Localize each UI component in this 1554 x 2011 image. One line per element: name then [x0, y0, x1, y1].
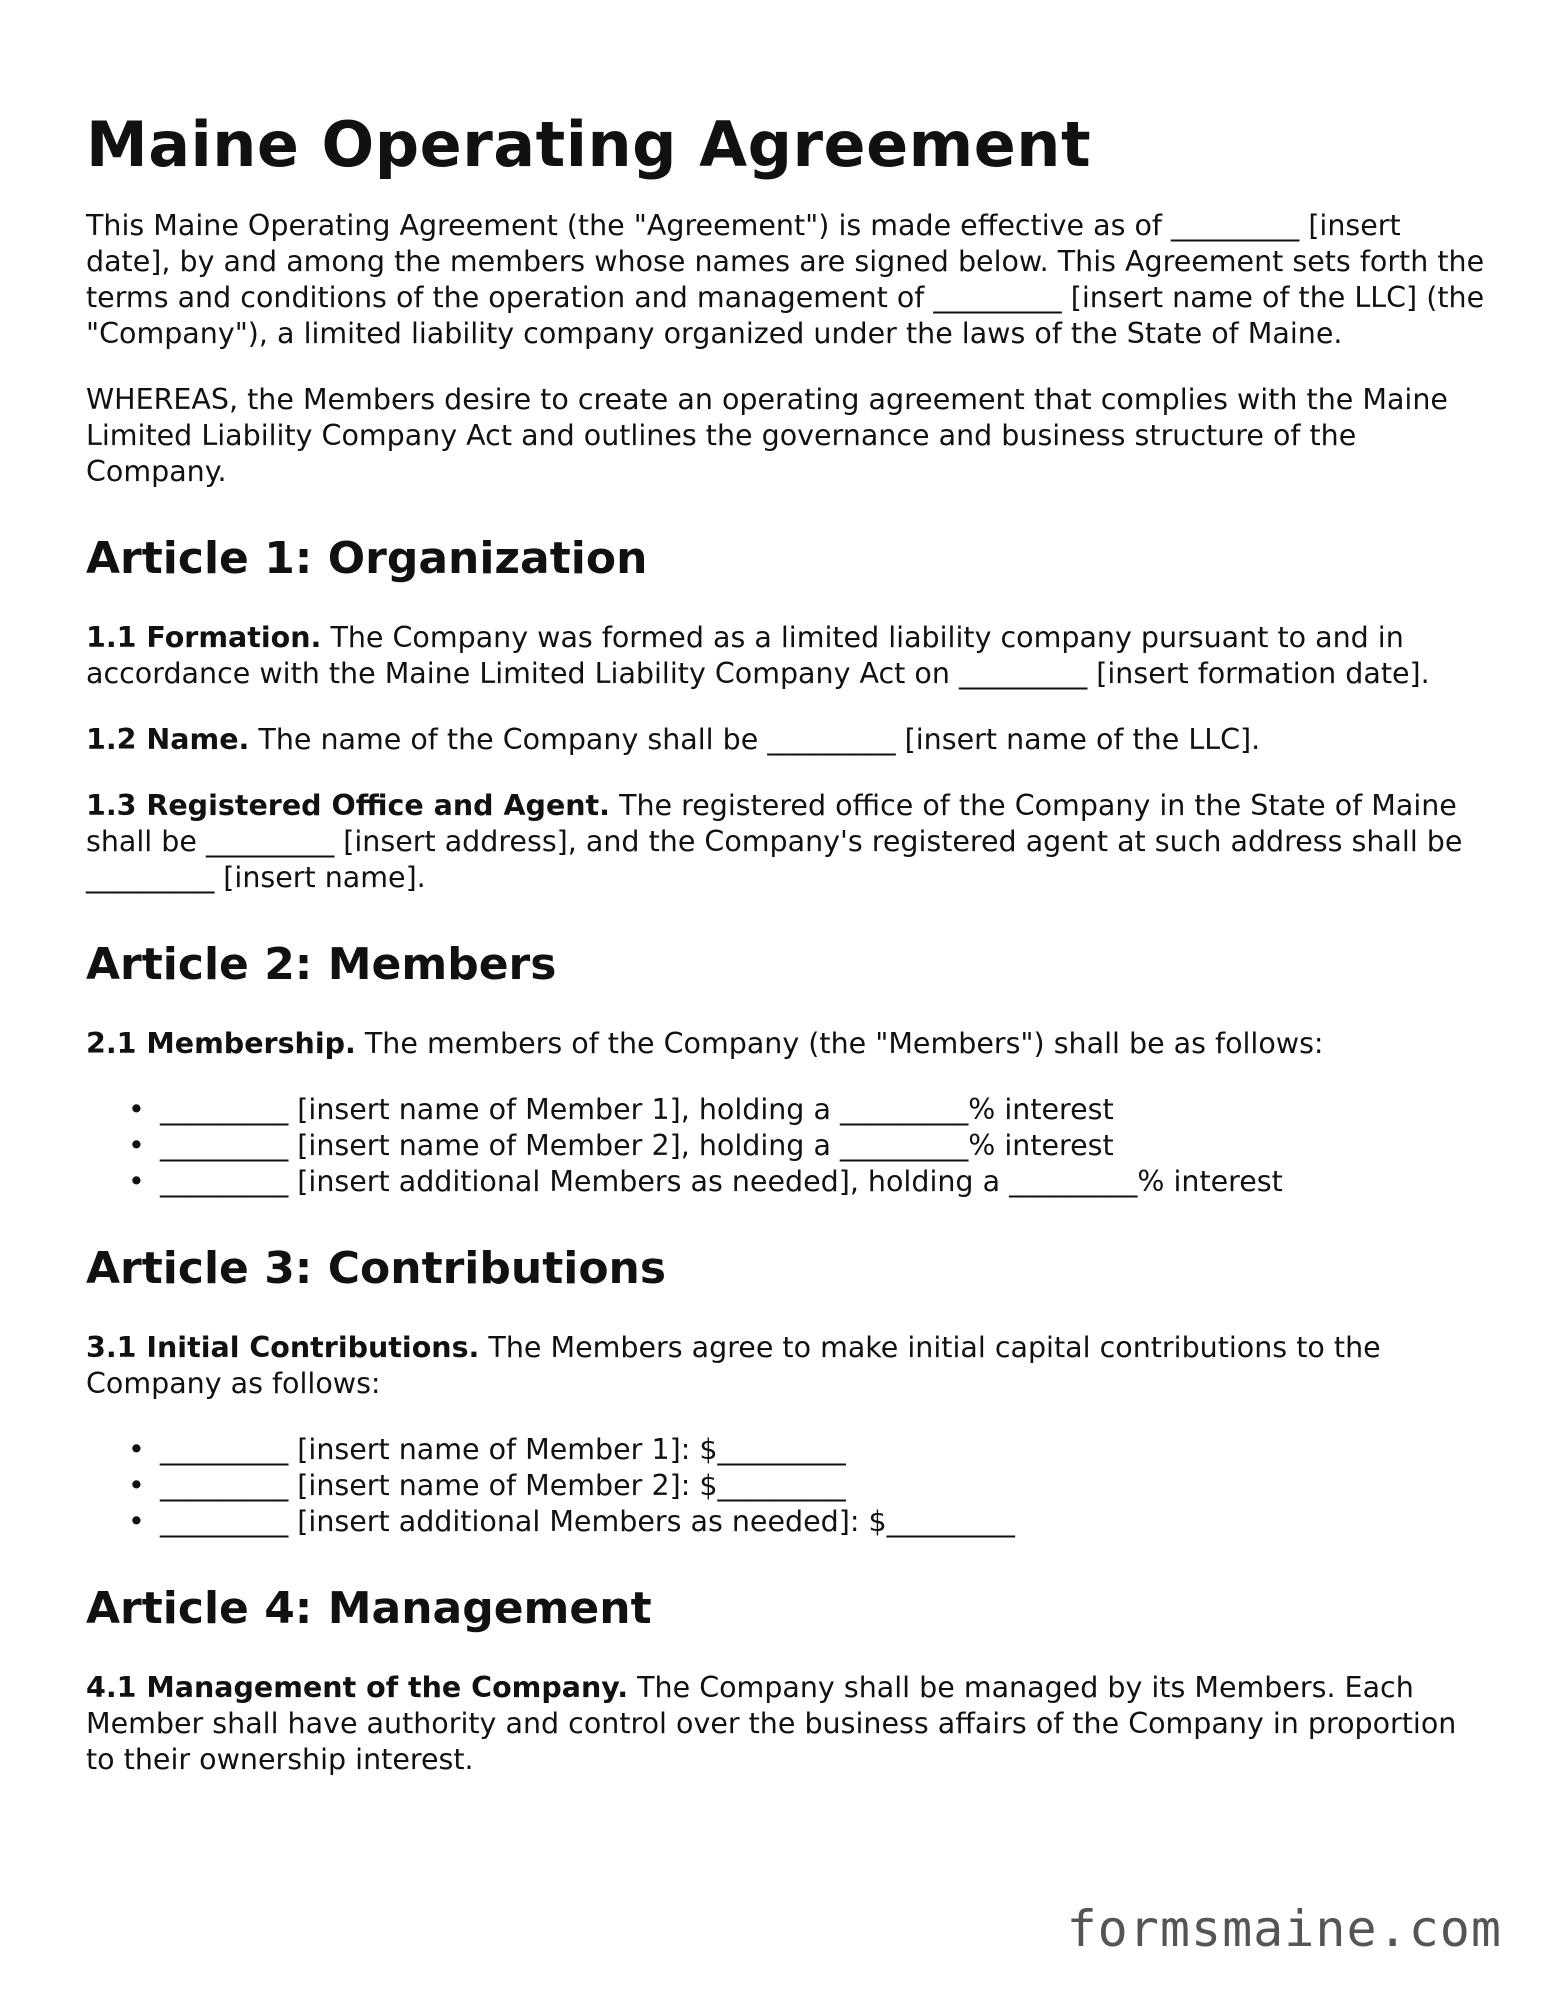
article-1-heading: Article 1: Organization [86, 533, 648, 584]
article-4-section [86, 1580, 1486, 1778]
section-3-1-label: 3.1 Initial Contributions. [86, 1331, 480, 1364]
section-2-1-text: The members of the Company (the "Members") shall be as follows: [355, 1027, 1324, 1060]
list-item: • _________ [insert additional Members as needed], holding a _________% interest [160, 1164, 1486, 1200]
watermark: formsmaine.com [1066, 1900, 1502, 1958]
members-list [86, 1092, 1486, 1200]
list-item: • _________ [insert name of Member 1], holding a _________% interest [160, 1092, 1486, 1128]
article-1-section [86, 530, 1486, 896]
section-3-1 [86, 1330, 1486, 1402]
section-3-1-text: The Members agree to make initial capital contributions to the Company as follows: [86, 1331, 1381, 1400]
article-3-section [86, 1240, 1486, 1540]
section-1-1 [86, 620, 1486, 692]
section-1-3 [86, 788, 1486, 896]
section-1-3-label: 1.3 Registered Office and Agent. [86, 789, 611, 822]
list-item: • _________ [insert name of Member 1]: $_________ [160, 1432, 1486, 1468]
section-1-2-label: 1.2 Name. [86, 723, 250, 756]
section-2-1-label: 2.1 Membership. [86, 1027, 356, 1060]
article-4-heading: Article 4: Management [86, 1583, 652, 1634]
article-2-section [86, 936, 1486, 1200]
intro-paragraph-2: WHEREAS, the Members desire to create an operating agreement that complies with the Maine Limited Liability Company Act and outlines the governance and business structure of the Company. [86, 383, 1448, 488]
list-item: • _________ [insert name of Member 2], holding a _________% interest [160, 1128, 1486, 1164]
list-item: • _________ [insert additional Members as needed]: $_________ [160, 1504, 1486, 1540]
contributions-list [86, 1432, 1486, 1540]
article-3-heading: Article 3: Contributions [86, 1243, 667, 1294]
list-item: • _________ [insert name of Member 2]: $_________ [160, 1468, 1486, 1504]
document-title: Maine Operating Agreement [86, 108, 1092, 181]
section-1-2-text: The name of the Company shall be _________ [insert name of the LLC]. [249, 723, 1261, 756]
article-2-heading: Article 2: Members [86, 939, 557, 990]
section-1-1-text: The Company was formed as a limited liability company pursuant to and in accordance with the Maine Limited Liability Company Act on _________ [insert formation date]. [86, 621, 1430, 690]
section-1-3-text: The registered office of the Company in the State of Maine shall be _________ [insert address], and the Company's registered agent at such address shall be _________ [insert name]. [86, 789, 1463, 894]
section-1-1-label: 1.1 Formation. [86, 621, 322, 654]
section-1-2 [86, 722, 1486, 758]
section-2-1 [86, 1026, 1486, 1062]
document-page [86, 104, 1486, 1808]
section-4-1-text: The Company shall be managed by its Members. Each Member shall have authority and control over the business affairs of the Company in proportion to their ownership interest. [86, 1671, 1457, 1776]
section-4-1 [86, 1670, 1486, 1778]
intro-paragraph-1: This Maine Operating Agreement (the "Agreement") is made effective as of _________ [insert date], by and among the members whose names are signed below. This Agreement sets forth the terms and conditions of the operation and management of _________ [insert name of the LLC] (the "Company"), a limited liability company organized under the laws of the State of Maine. [86, 209, 1485, 350]
section-4-1-label: 4.1 Management of the Company. [86, 1671, 629, 1704]
